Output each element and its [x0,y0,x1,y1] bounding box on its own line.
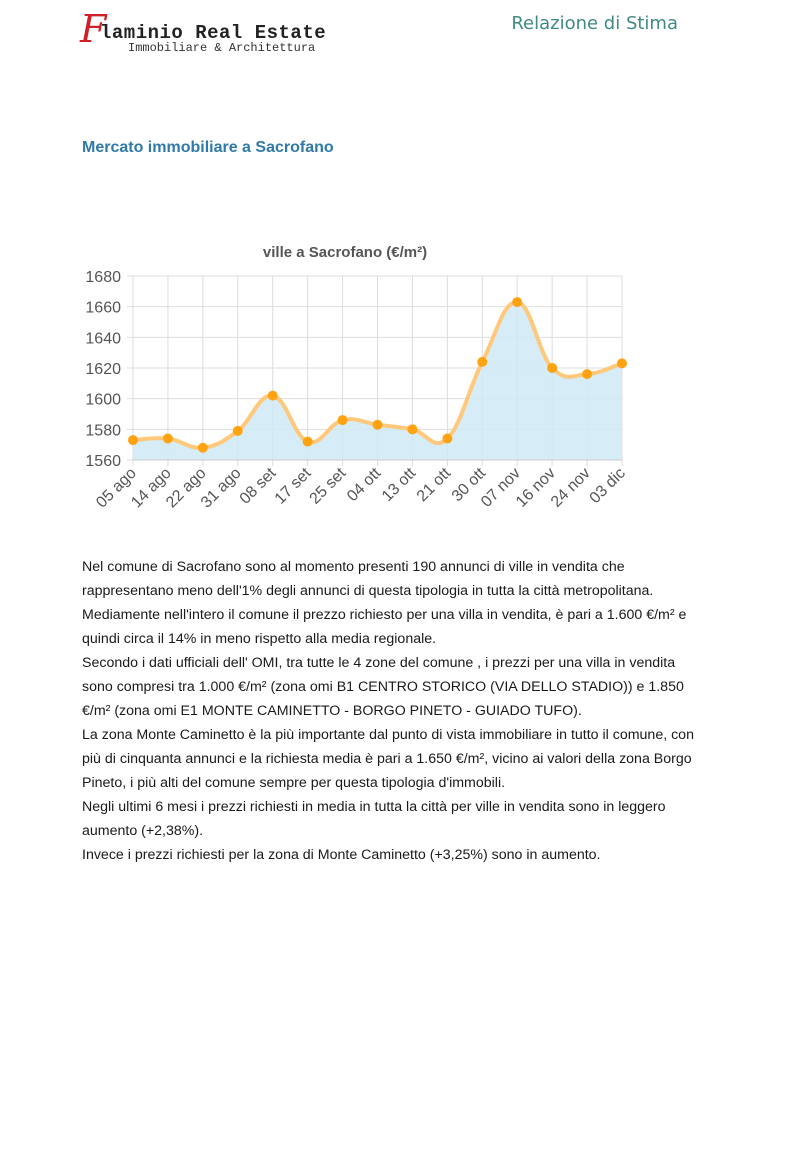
price-chart [70,236,640,536]
x-tick-label: 13 ott [378,464,420,506]
x-tick-label: 16 nov [512,464,559,511]
x-tick-label: 08 set [236,464,280,508]
x-tick-label: 05 ago [93,464,140,512]
logo-name: laminio Real Estate [100,22,327,44]
data-point [617,358,627,368]
data-point [373,420,383,430]
logo-subtitle: Immobiliare & Architettura [128,41,316,55]
y-tick-label: 1680 [85,269,121,286]
y-tick-label: 1620 [85,361,121,378]
paragraph-5: Invece i prezzi richiesti per la zona di Monte Caminetto (+3,25%) sono in aumento. [82,847,601,863]
data-point [198,443,208,453]
data-point [338,415,348,425]
x-tick-label: 22 ago [163,464,210,512]
x-tick-label: 30 ott [448,464,490,506]
data-point [233,426,243,436]
data-point [582,369,592,379]
data-point [442,434,452,444]
x-tick-label: 07 nov [478,464,525,511]
data-point [268,391,278,401]
x-tick-label: 21 ott [413,464,455,506]
logo-initial: F [80,7,107,51]
x-tick-label: 25 set [306,464,350,508]
chart-title: ville a Sacrofano (€/m²) [262,244,428,261]
x-tick-label: 04 ott [344,464,385,506]
report-label: Relazione di Stima [511,13,678,34]
paragraph-4: Negli ultimi 6 mesi i prezzi richiesti in media in tutta la città per ville in vendita sono in leggero aumento (+2,38%). [82,799,666,839]
y-tick-label: 1640 [85,330,121,348]
data-point [547,363,557,373]
y-tick-label: 1560 [85,453,121,470]
y-tick-label: 1660 [85,299,121,317]
paragraph-2: Secondo i dati ufficiali dell' OMI, tra tutte le 4 zone del comune , i prezzi per una villa in vendita sono compresi tra 1.000 €/m² (zona omi B1 CENTRO STORICO (VIA DELLO STADIO)) e 1.850 €/m² (zona omi E1 MONTE CAMINETTO - BORGO PINETO - GUIADO TUFO). [82,655,684,719]
body-text [82,555,702,867]
y-tick-label: 1600 [85,391,121,409]
data-point [407,424,417,434]
x-tick-label: 31 ago [197,464,245,512]
data-point [163,434,173,444]
data-point [477,357,487,367]
section-title: Mercato immobiliare a Sacrofano [82,139,334,156]
data-point [128,435,138,445]
y-tick-label: 1580 [85,422,121,440]
x-tick-label: 03 dic [586,464,629,508]
x-tick-label: 17 set [271,464,315,508]
data-point [512,297,522,307]
paragraph-3: La zona Monte Caminetto è la più importante dal punto di vista immobiliare in tutto il comune, con più di cinquanta annunci e la richiesta media è pari a 1.650 €/m², vicino ai valori della zona Borgo Pineto, i più alti del comune sempre per questa tipologia d'immobili. [82,727,694,791]
x-tick-label: 24 nov [547,464,594,511]
x-tick-label: 14 ago [128,464,175,512]
data-point [303,437,313,447]
paragraph-1: Nel comune di Sacrofano sono al momento presenti 190 annunci di ville in vendita che rappresentano meno dell'1% degli annunci di questa tipologia in tutta la città metropolitana. Mediamente nell'intero il comune il prezzo richiesto per una villa in vendita, è pari a 1.600 €/m² e quindi circa il 14% in meno rispetto alla media regionale. [82,559,687,647]
